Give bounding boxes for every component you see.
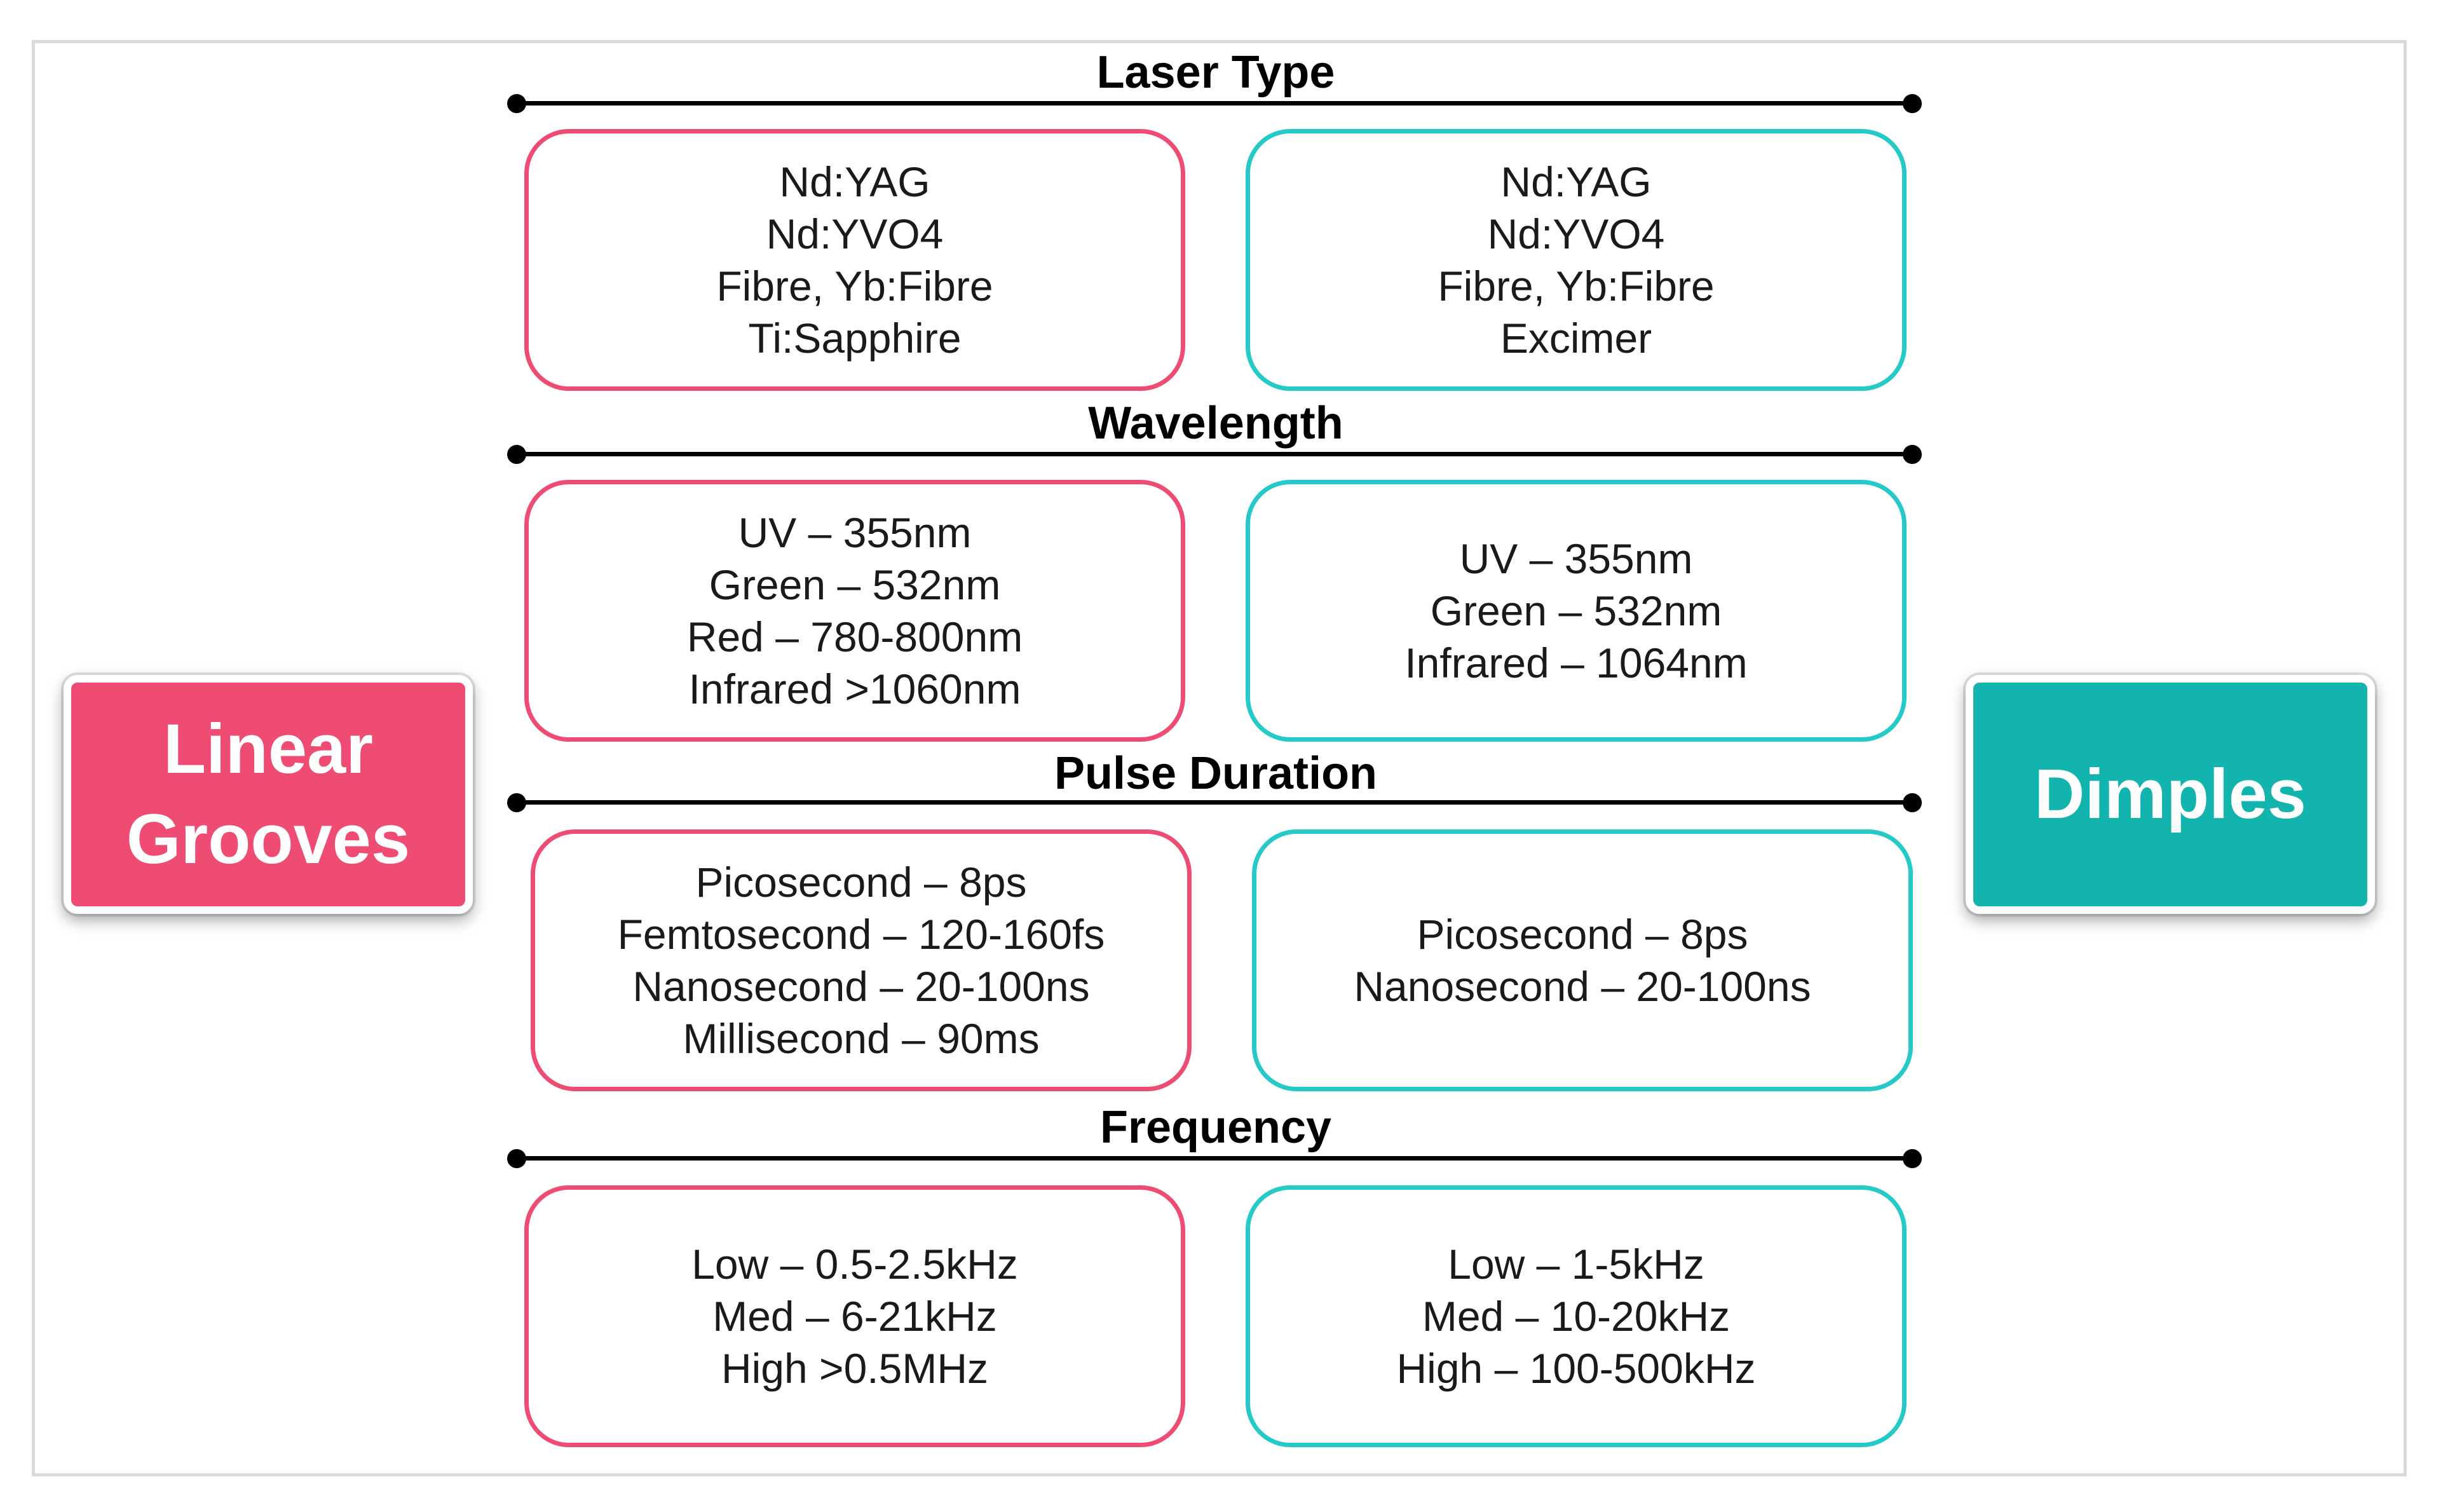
section-divider (517, 452, 1912, 456)
section-divider (517, 101, 1912, 106)
list-item: Infrared >1060nm (688, 665, 1021, 712)
list-item: Excimer (1500, 315, 1652, 362)
list-item: UV – 355nm (738, 509, 972, 556)
divider-end-dot (1903, 445, 1922, 464)
list-item: Picosecond – 8ps (695, 859, 1027, 906)
divider-end-dot (507, 793, 526, 812)
divider-end-dot (507, 94, 526, 113)
dimples-box (1246, 1185, 1907, 1447)
list-item: Nd:YAG (779, 158, 930, 205)
list-item: Infrared – 1064nm (1404, 639, 1748, 686)
linear-grooves-label (64, 675, 473, 914)
list-item: Med – 6-21kHz (712, 1293, 997, 1340)
list-item: Green – 532nm (709, 561, 1001, 608)
divider-end-dot (507, 445, 526, 464)
list-item: Red – 780-800nm (686, 613, 1023, 660)
section-title-laser-type: Laser Type (1096, 47, 1335, 98)
section-divider (517, 800, 1912, 805)
linear-grooves-box (524, 480, 1185, 742)
label-line: Linear (163, 710, 374, 788)
section-divider (517, 1156, 1912, 1161)
list-item: Low – 1-5kHz (1448, 1241, 1704, 1288)
list-item: Green – 532nm (1430, 587, 1722, 634)
linear-grooves-box (531, 829, 1192, 1091)
list-item: Millisecond – 90ms (683, 1015, 1040, 1062)
list-item: High >0.5MHz (721, 1345, 988, 1392)
list-item: Med – 10-20kHz (1422, 1293, 1730, 1340)
list-item: Femtosecond – 120-160fs (617, 911, 1105, 958)
list-item: Nd:YVO4 (1487, 210, 1665, 257)
divider-end-dot (1903, 1149, 1922, 1168)
dimples-box (1246, 129, 1907, 391)
divider-end-dot (1903, 94, 1922, 113)
list-item: Nd:YVO4 (766, 210, 944, 257)
dimples-box (1252, 829, 1913, 1091)
list-item: Ti:Sapphire (748, 315, 962, 362)
section-title-wavelength: Wavelength (1088, 398, 1343, 449)
divider-end-dot (1903, 793, 1922, 812)
divider-end-dot (507, 1149, 526, 1168)
list-item: Fibre, Yb:Fibre (716, 262, 993, 310)
list-item: Nd:YAG (1500, 158, 1652, 205)
list-item: Nanosecond – 20-100ns (1354, 963, 1811, 1010)
section-title-frequency: Frequency (1099, 1102, 1332, 1153)
dimples-label (1966, 675, 2375, 914)
list-item: Fibre, Yb:Fibre (1438, 262, 1715, 310)
list-item: High – 100-500kHz (1396, 1345, 1756, 1392)
linear-grooves-box (524, 1185, 1185, 1447)
linear-grooves-box (524, 129, 1185, 391)
list-item: Picosecond – 8ps (1417, 911, 1748, 958)
list-item: Nanosecond – 20-100ns (632, 963, 1090, 1010)
label-line: Grooves (126, 800, 411, 878)
dimples-box (1246, 480, 1907, 742)
label-line: Dimples (2034, 755, 2306, 833)
section-title-pulse-duration: Pulse Duration (1054, 748, 1378, 799)
list-item: UV – 355nm (1459, 535, 1693, 582)
list-item: Low – 0.5-2.5kHz (691, 1241, 1018, 1288)
